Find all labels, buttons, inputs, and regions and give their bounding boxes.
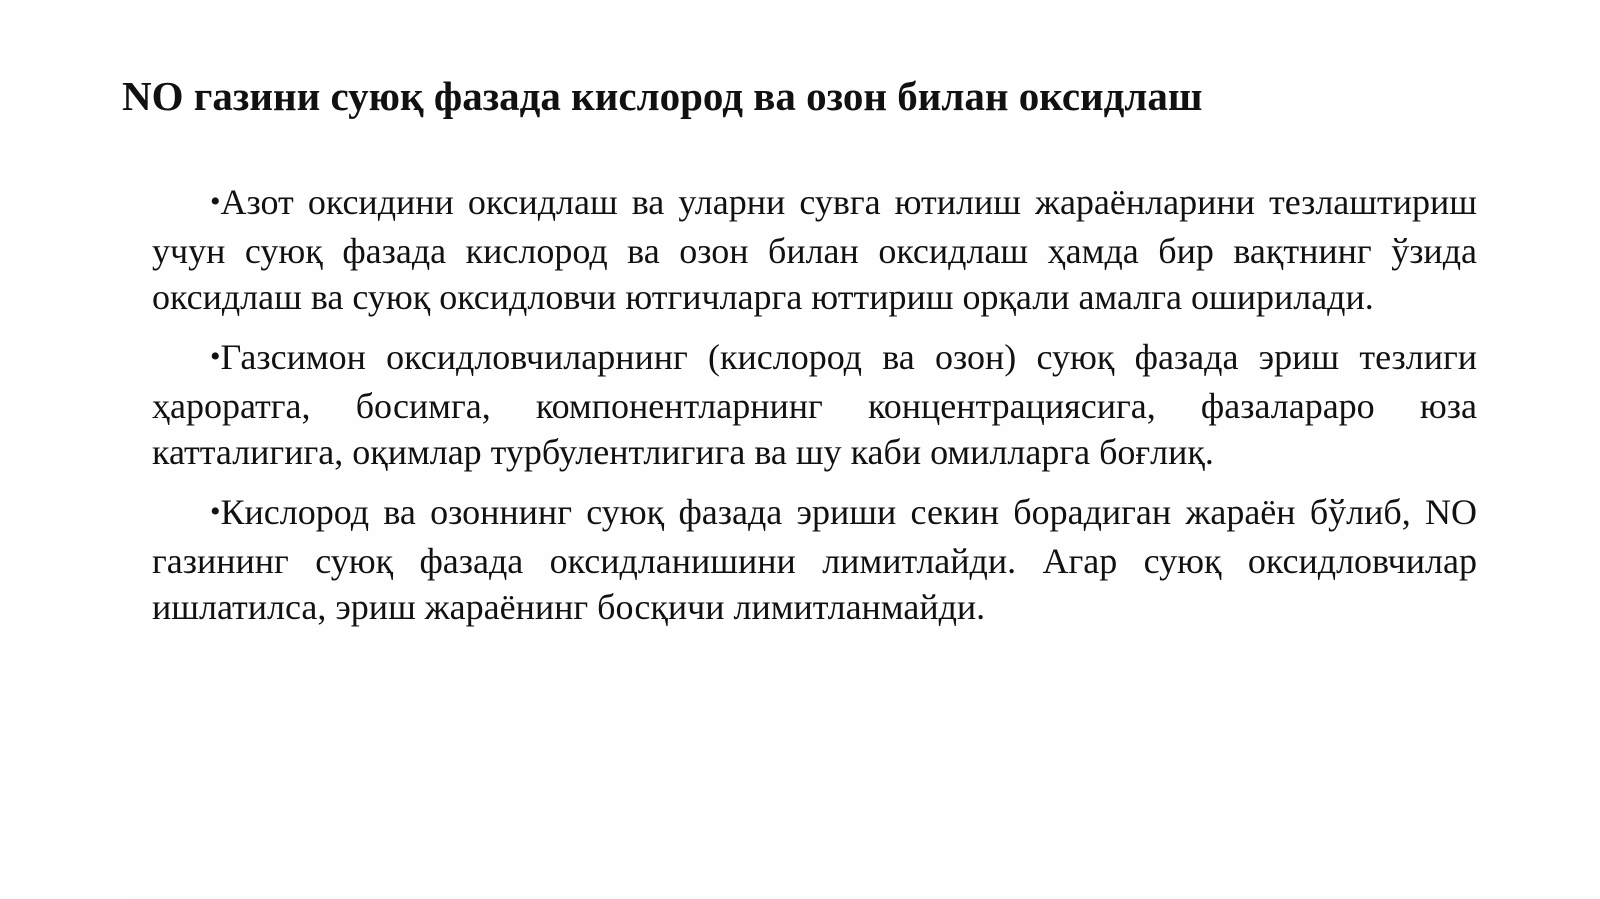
paragraph-3 <box>152 489 1477 630</box>
bullet-icon: • <box>210 340 221 373</box>
paragraph-text: Азот оксидини оксидлаш ва уларни сувга ютилиш жараёнларини тезлаштириш учун суюқ фазада кислород ва озон билан оксидлаш ҳамда бир вақтнинг ўзида оксидлаш ва суюқ оксидловчи ютгичларга юттириш орқали амалга оширилади. <box>152 182 1477 317</box>
bullet-icon: • <box>210 495 221 528</box>
slide-title: NO газини суюқ фазада кислород ва озон билан оксидлаш <box>122 73 1203 119</box>
paragraph-text: Кислород ва озоннинг суюқ фазада эриши секин борадиган жараён бўлиб, NO газининг суюқ фазада оксидланишини лимитлайди. Агар суюқ оксидловчилар ишлатилса, эриш жараёнинг босқичи лимитланмайди. <box>152 492 1477 627</box>
bullet-icon: • <box>210 185 221 218</box>
paragraph-text: Газсимон оксидловчиларнинг (кислород ва озон) суюқ фазада эриш тезлиги ҳароратга, босимга, компонентларнинг концентрациясига, фазалараро юза катталигига, оқимлар турбулентлигига ва шу каби омилларга боғлиқ. <box>152 337 1477 472</box>
paragraph-1 <box>152 179 1477 320</box>
slide-body <box>152 179 1477 644</box>
paragraph-2 <box>152 334 1477 475</box>
